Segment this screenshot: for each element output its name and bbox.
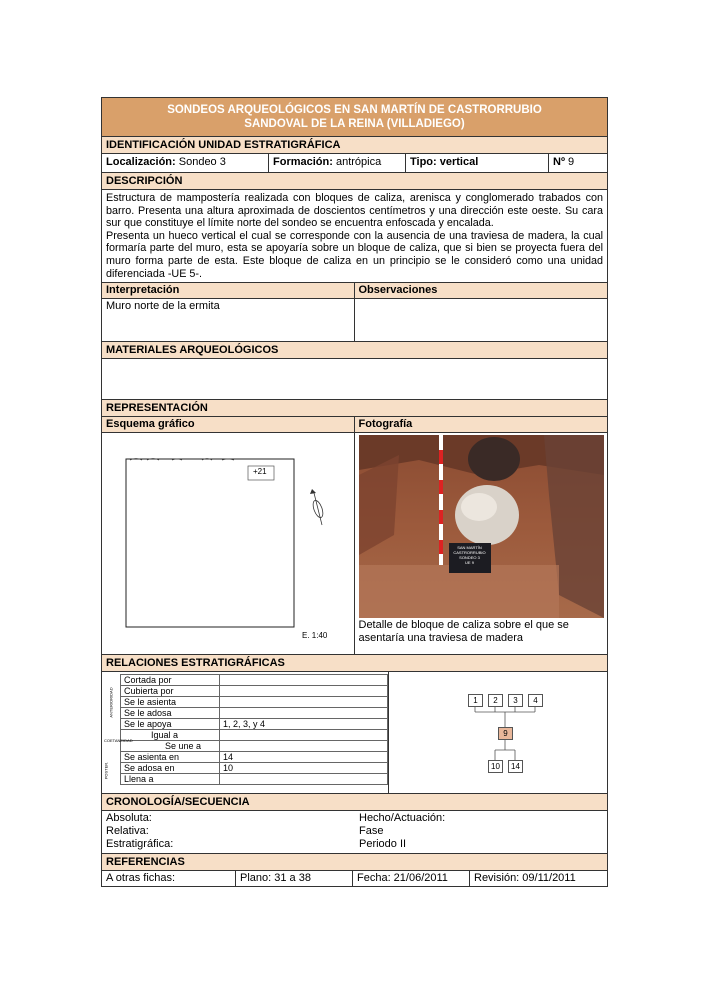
rel-row [121,697,388,708]
absoluta-label: Absoluta: [106,812,152,825]
localizacion-value: Sondeo 3 [178,156,226,168]
formacion-value: antrópica [335,156,382,168]
label-line-4: UE 9 [465,560,474,566]
title-line-2: SANDOVAL DE LA REINA (VILLADIEGO) [244,118,465,130]
fotografia-col [355,417,608,654]
identificacion-heading: IDENTIFICACIÓN UNIDAD ESTRATIGRÁFICA [102,137,607,154]
rel-row [121,675,388,686]
cronologia-block [102,811,607,854]
rel-row [121,686,388,697]
rel-label: Cubierta por [121,686,220,697]
relaciones-table-col [102,672,388,793]
rel-value: 14 [220,752,388,763]
interpretacion-block [102,283,607,342]
relaciones-table [120,674,388,785]
title-line-1: SONDEOS ARQUEOLÓGICOS EN SAN MARTÍN DE CASTRORRUBIO [167,104,542,116]
rel-row [121,752,388,763]
estratigrafica-label: Estratigráfica: [106,838,174,851]
fase-label: Fase [359,825,384,838]
harris-node-3: 3 [508,694,523,707]
materiales-body [102,359,607,400]
label-line-3: SONDEO 3 [459,555,480,561]
rel-label: Llena a [121,774,220,785]
record-sheet [101,97,608,887]
rel-row [121,741,388,752]
interpretacion-col [102,283,355,341]
excavation-photo [359,435,604,618]
rel-row [121,774,388,785]
rel-value: 10 [220,763,388,774]
harris-node-10: 10 [488,760,503,773]
localizacion-label: Localización: [106,156,176,168]
formacion-label: Formación: [273,156,333,168]
descripcion-heading: DESCRIPCIÓN [102,173,607,190]
rel-row [121,763,388,774]
tipo-label: Tipo: vertical [410,156,479,168]
rel-value [220,686,388,697]
photo-frame [355,433,608,618]
periodo-value: Periodo II [359,838,407,851]
rel-row [121,708,388,719]
escala-label: E. 1:40 [302,631,328,641]
esquema-heading: Esquema gráfico [102,417,354,433]
rel-label: Se le asienta [121,697,220,708]
relativa-label: Relativa: [106,825,149,838]
materiales-heading: MATERIALES ARQUEOLÓGICOS [102,342,607,359]
interpretacion-value: Muro norte de la ermita [106,300,220,313]
cota-label: +21 [253,467,267,477]
observaciones-value [355,299,608,341]
rel-label: Se adosa en [121,763,220,774]
rel-label: Se asienta en [121,752,220,763]
otras-fichas-label: A otras fichas: [102,871,236,886]
cronologia-heading: CRONOLOGÍA/SECUENCIA [102,794,607,811]
esquema-col [102,417,355,654]
revision-value: Revisión: 09/11/2011 [474,872,576,885]
referencias-heading: REFERENCIAS [102,854,607,871]
formacion-cell [269,154,406,172]
harris-node-current: 9 [498,727,513,740]
harris-matrix [388,672,607,793]
rel-label: Se le adosa [121,708,220,719]
rel-label: Se le apoya [121,719,220,730]
section-plan-drawing [102,433,354,653]
cronologia-right [355,811,607,853]
descripcion-text [102,190,607,283]
group-coetaneidad: COETANEIDAD [104,738,133,744]
harris-node-14: 14 [508,760,523,773]
descripcion-paragraph-2: Presenta un hueco vertical el cual se corresponde con la ausencia de una traviesa de madera, la cual formaría parte del muro, esta se apoyaría sobre un bloque de caliza, que si bien se proyecta fuera del muro forma parte de esta. Este bloque de caliza en un principio se le consideró como una unidad diferenciada -UE 5-. [106,229,603,280]
representacion-heading: REPRESENTACIÓN [102,400,607,417]
tipo-cell [406,154,549,172]
descripcion-paragraph-1: Estructura de mampostería realizada con bloques de caliza, arenisca y conglomerado trabados con barro. Presenta una altura aproximada de doscientos centímetros y una dirección este oeste. Su cara sur que constituye el límite norte del sondeo se encuentra enfoscada y encalada. [106,192,603,230]
representacion-block [102,417,607,655]
observaciones-col [355,283,608,341]
photo-caption: Detalle de bloque de caliza sobre el que se asentaría una traviesa de madera [358,619,569,645]
photo-scale-label [449,545,491,565]
relaciones-block [102,672,607,794]
rel-value [220,697,388,708]
harris-node-1: 1 [468,694,483,707]
localizacion-cell [102,154,269,172]
group-anterioridad: ANTERIORIDAD [108,687,114,718]
numero-label: Nº [553,156,565,168]
observaciones-heading: Observaciones [355,283,608,299]
cronologia-left [102,811,355,853]
fecha-value: Fecha: 21/06/2011 [353,871,470,886]
rel-value [220,774,388,785]
label-line-1: SAN MARTÍN [457,545,482,551]
sheet-title [102,98,607,137]
label-line-2: CASTRORRUBIO [453,550,486,556]
rel-value [220,730,388,741]
rel-row [121,719,388,730]
numero-value: 9 [568,156,575,168]
rel-label: Cortada por [121,675,220,686]
numero-cell [549,154,607,172]
hecho-label: Hecho/Actuación: [359,812,446,825]
rel-label: Igual a [121,730,220,741]
rel-value [220,741,388,752]
relaciones-heading: RELACIONES ESTRATIGRÁFICAS [102,655,607,672]
plano-value: Plano: 31 a 38 [236,871,353,886]
referencias-row [102,871,607,886]
rel-row [121,730,388,741]
interpretacion-heading: Interpretación [102,283,354,299]
esquema-drawing [102,433,354,653]
harris-node-4: 4 [528,694,543,707]
rel-value: 1, 2, 3, y 4 [220,719,388,730]
rel-value [220,675,388,686]
rel-value [220,708,388,719]
group-posterioridad: POSTER. [103,761,109,780]
rel-label: Se une a [121,741,220,752]
fotografia-heading: Fotografía [355,417,608,433]
identificacion-row [102,154,607,173]
harris-node-2: 2 [488,694,503,707]
